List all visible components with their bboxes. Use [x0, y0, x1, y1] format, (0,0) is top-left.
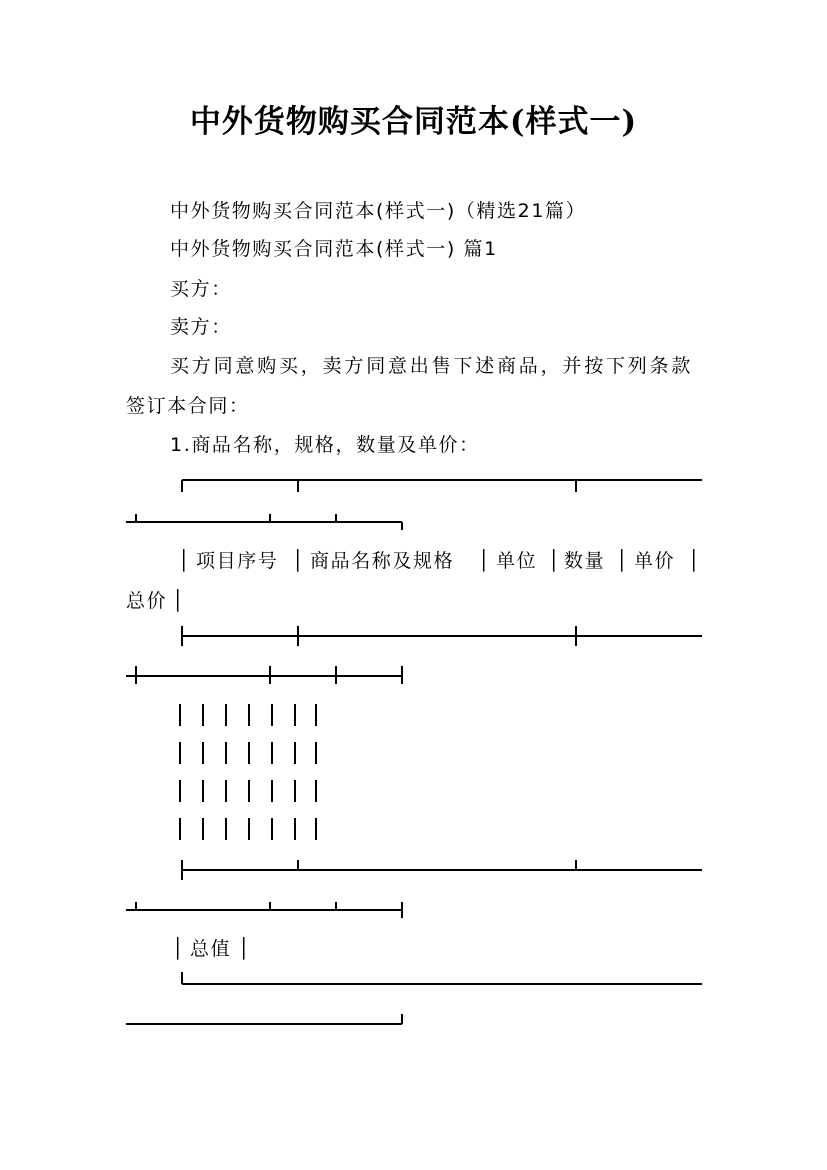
buyer-label: 买方： [170, 278, 232, 300]
document-subtitle: 中外货物购买合同范本(样式一)（精选21篇） [170, 200, 587, 222]
table-top-border [126, 470, 706, 530]
cell-divider: │ [238, 938, 252, 960]
table-header-item-no: 项目序号 [196, 550, 279, 572]
table-header-unit: 单位 [496, 550, 538, 572]
page-title: 中外货物购买合同范本(样式一) [189, 104, 638, 140]
cell-divider: │ [616, 550, 630, 572]
section-heading: 中外货物购买合同范本(样式一) 篇1 [170, 238, 498, 260]
cell-divider: │ [172, 590, 186, 612]
seller-label: 卖方： [170, 316, 232, 338]
table-header-quantity: 数量 [564, 550, 606, 572]
table-header-unit-price: 单价 [634, 550, 676, 572]
intro-paragraph-line-2: 签订本合同： [126, 395, 250, 417]
table-header-total-price: 总价 [126, 590, 168, 612]
cell-divider: │ [292, 550, 306, 572]
table-bottom-border [126, 970, 706, 1030]
clause-1-heading: 1.商品名称，规格，数量及单价： [170, 434, 480, 456]
cell-divider: │ [172, 938, 186, 960]
cell-divider: │ [178, 550, 192, 572]
table-empty-rows [126, 700, 326, 850]
table-header-separator [126, 624, 706, 684]
table-total-label: 总值 [190, 938, 232, 960]
intro-paragraph-line-1: 买方同意购买，卖方同意出售下述商品，并按下列条款 [170, 355, 694, 377]
cell-divider: │ [548, 550, 562, 572]
table-header-name-spec: 商品名称及规格 [310, 550, 455, 572]
cell-divider: │ [688, 550, 702, 572]
cell-divider: │ [478, 550, 492, 572]
table-body-separator [126, 858, 706, 918]
